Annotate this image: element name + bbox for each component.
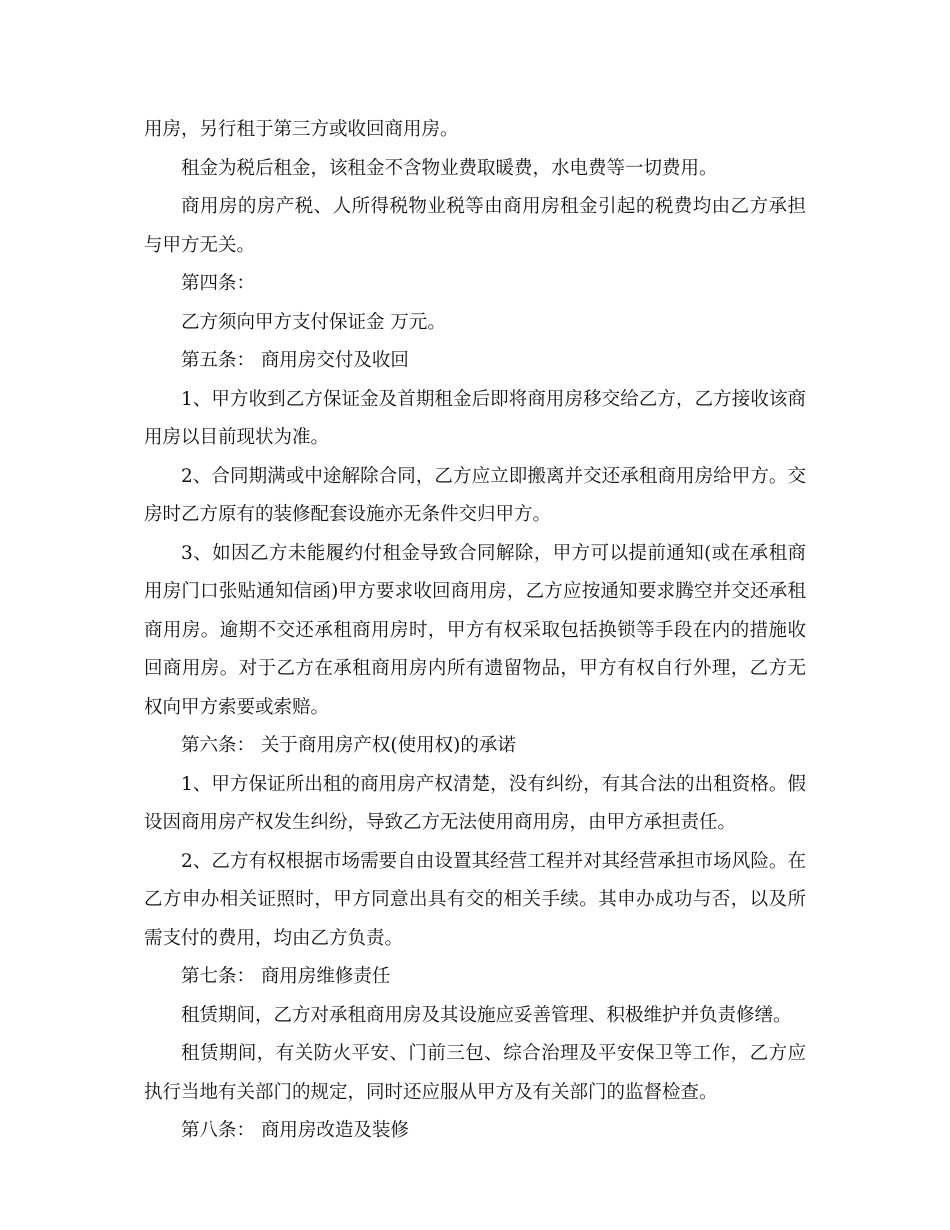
article-5-heading: 第五条： 商用房交付及收回 [181,350,409,371]
article-8-heading: 第八条： 商用房改造及装修 [181,1120,409,1141]
article-7-heading: 第七条： 商用房维修责任 [181,966,391,987]
article-6-heading: 第六条： 关于商用房产权(使用权)的承诺 [181,735,516,756]
article-6-clause-2: 2、乙方有权根据市场需要自由设置其经营工程并对其经营承担市场风险。在乙方申办相关证照时，甲方同意出具有交的相关手续。其申办成功与否，以及所需支付的费用，均由乙方负责。 [144,850,806,949]
paragraph-continuation: 用房，另行租于第三方或收回商用房。 [144,119,459,140]
article-6-clause-1: 1、甲方保证所出租的商用房产权清楚，没有纠纷，有其合法的出租资格。假设因商用房产权发生纠纷，导致乙方无法使用商用房，由甲方承担责任。 [144,773,806,833]
document-page [144,111,806,1151]
paragraph-rent-after-tax: 租金为税后租金，该租金不含物业费取暖费，水电费等一切费用。 [181,157,718,179]
article-5-clause-1: 1、甲方收到乙方保证金及首期租金后即将商用房移交给乙方，乙方接收该商用房以目前现状为准。 [144,388,806,448]
paragraph-safety-duties: 租赁期间，有关防火平安、门前三包、综合治理及平安保卫等工作，乙方应执行当地有关部门的规定，同时还应服从甲方及有关部门的监督检查。 [144,1043,806,1103]
paragraph-tax-responsibility: 商用房的房产税、人所得税物业税等由商用房租金引起的税费均由乙方承担与甲方无关。 [144,196,806,256]
paragraph-maintenance: 租赁期间，乙方对承租商用房及其设施应妥善管理、积极维护并负责修缮。 [181,1004,792,1026]
paragraph-deposit: 乙方须向甲方支付保证金 万元。 [181,311,446,333]
article-4-heading: 第四条： [181,273,256,294]
article-5-clause-3: 3、如因乙方未能履约付租金导致合同解除，甲方可以提前通知(或在承租商用房门口张贴通知信函)甲方要求收回商用房，乙方应按通知要求腾空并交还承租商用房。逾期不交还承租商用房时，甲方有权采取包括换锁等手段在内的措施收回商用房。对于乙方在承租商用房内所有遗留物品，甲方有权自行外理，乙方无权向甲方索要或索赔。 [144,542,806,718]
article-5-clause-2: 2、合同期满或中途解除合同，乙方应立即搬离并交还承租商用房给甲方。交房时乙方原有的装修配套设施亦无条件交归甲方。 [144,465,806,525]
